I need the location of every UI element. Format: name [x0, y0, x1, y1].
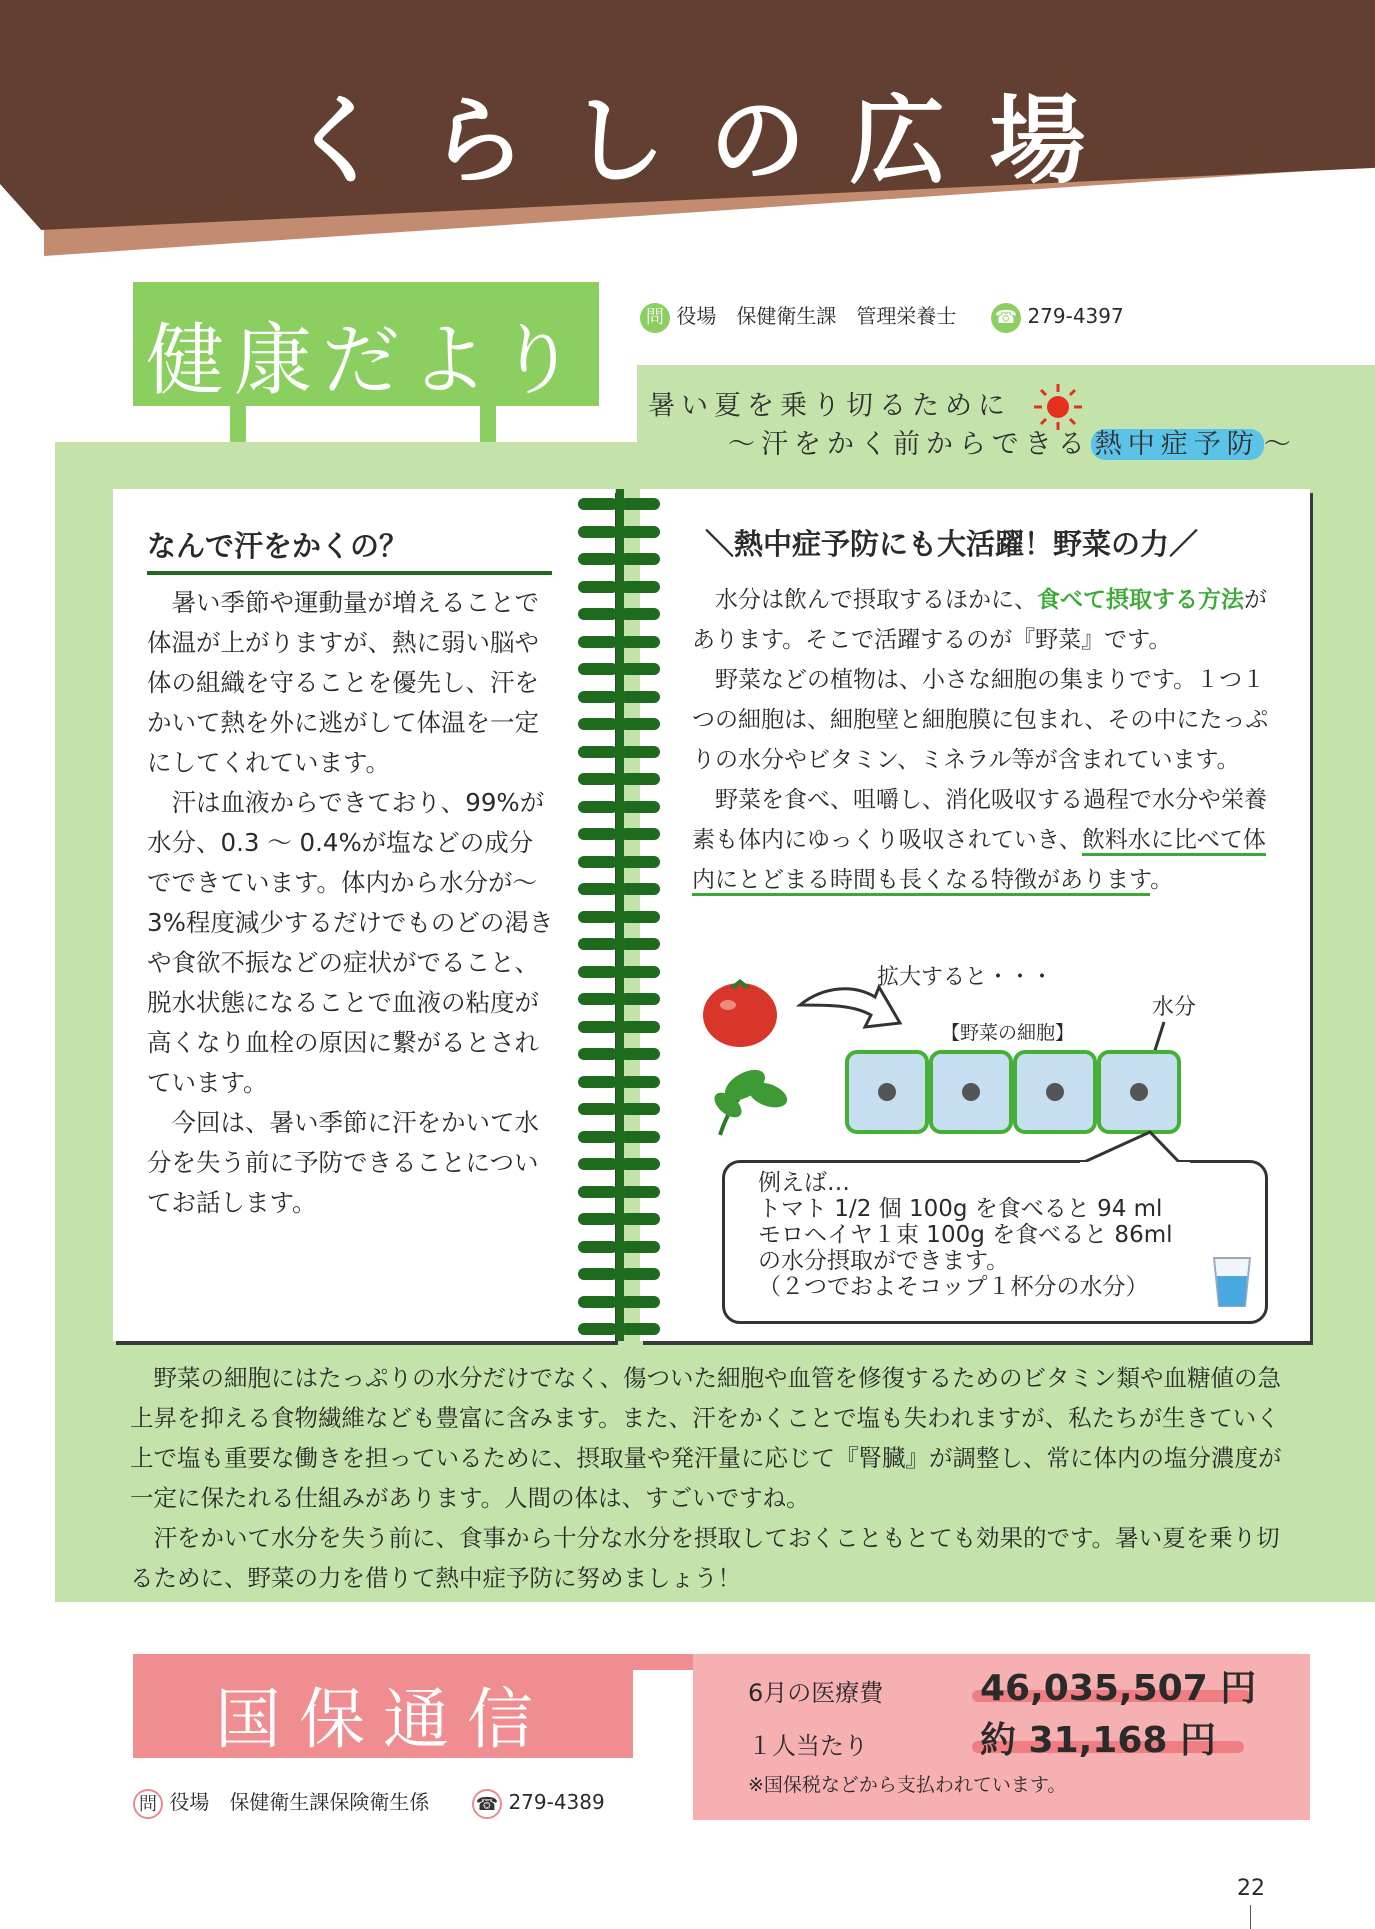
notebook-ring — [578, 1021, 660, 1033]
right-p1-emphasis: 食べて摂取する方法 — [1037, 587, 1244, 613]
notebook-ring — [578, 993, 660, 1005]
right-p3-underlined: 飲料水に比べて体内にとどまる時間も長くなる特徴があります — [692, 827, 1266, 896]
notebook-ring — [578, 1213, 660, 1225]
cell-1 — [845, 1050, 929, 1134]
cell-2 — [929, 1050, 1013, 1134]
bubble-line-3: モロヘイヤ１束 100g を食べると 86ml — [758, 1222, 1173, 1248]
right-paragraph-1 — [692, 580, 1272, 660]
right-p3-text2: 。 — [1150, 867, 1174, 893]
right-body — [692, 580, 1272, 900]
bubble-tail — [1080, 1130, 1190, 1164]
health-sign — [133, 282, 599, 406]
ask-icon: 問 — [640, 303, 670, 333]
right-paragraph-2: 野菜などの植物は、小さな細胞の集まりです。１つ１つの細胞は、細胞壁と細胞膜に包まれ、その中にたっぷりの水分やビタミン、ミネラル等が含まれています。 — [692, 667, 1269, 773]
health-contact — [640, 300, 1124, 333]
health-title: 健康だより — [145, 316, 586, 406]
right-p1-text2: があります。そこで活躍するのが『野菜』です。 — [692, 587, 1267, 653]
page-number: 22 — [1237, 1876, 1265, 1901]
leaf-icon — [710, 1064, 791, 1135]
cell-label: 【野菜の細胞】 — [941, 1022, 1075, 1044]
notebook-ring — [578, 1268, 660, 1280]
notebook-ring — [578, 801, 660, 813]
tomato-icon — [703, 979, 777, 1047]
notebook-ring — [578, 1076, 660, 1088]
subtitle-text3: ～ — [1263, 429, 1297, 460]
kokuho-contact — [133, 1786, 605, 1819]
notebook-ring — [578, 691, 660, 703]
notebook-ring — [578, 1186, 660, 1198]
bottom-paragraph-2: 汗をかいて水分を失う前に、食事から十分な水分を摂取しておくこともとても効果的です。暑い夏を乗り切るために、野菜の力を借りて熱中症予防に努めましょう！ — [130, 1524, 1280, 1592]
per-person-label: １人当たり — [748, 1732, 868, 1760]
medical-cost-value: 46,035,507 円 — [980, 1668, 1257, 1709]
right-paragraph-3 — [692, 780, 1272, 900]
cell-3 — [1013, 1050, 1097, 1134]
bottom-paragraph-1: 野菜の細胞にはたっぷりの水分だけでなく、傷ついた細胞や血管を修復するためのビタミン類や血糖値の急上昇を抑える食物繊維なども豊富に含みます。また、汗をかくことで塩も失われますが、私たちが生きていく上で塩も重要な働きを担っているために、摂取量や発汗量に応じて『腎臓』が調整し、常に体内の塩分濃度が一定に保たれる仕組みがあります。人間の体は、すごいですね。 — [130, 1364, 1282, 1512]
notebook-ring — [578, 773, 660, 785]
subtitle-highlight: 熱中症予防 — [1091, 429, 1264, 460]
water-label: 水分 — [1152, 995, 1197, 1020]
notebook-ring — [578, 938, 660, 950]
subtitle-line2 — [728, 422, 1297, 461]
phone-icon: ☎ — [991, 303, 1021, 333]
subtitle-text1: 暑い夏を乗り切るために — [648, 390, 1011, 422]
notebook-ring — [578, 1241, 660, 1253]
notebook-ring — [578, 581, 660, 593]
notebook-ring — [578, 526, 660, 538]
bubble-line-5: （２つでおよそコップ１杯分の水分） — [758, 1274, 1149, 1300]
contact-dept: 役場 保健衛生課 管理栄養士 — [676, 304, 957, 328]
notebook-ring — [578, 718, 660, 730]
notebook-ring — [578, 663, 660, 675]
phone-icon: ☎ — [472, 1789, 502, 1819]
notebook-ring — [578, 883, 660, 895]
bubble-line-2: トマト 1/2 個 100g を食べると 94 ml — [758, 1196, 1163, 1222]
banner-title: くらしの広場 — [289, 85, 1130, 197]
left-paragraph-3: 今回は、暑い季節に汗をかいて水分を失う前に予防できることについてお話します。 — [147, 1108, 539, 1217]
notebook-ring — [578, 553, 660, 565]
kokuho-note: ※国保税などから支払われています。 — [748, 1774, 1067, 1796]
notebook-ring — [578, 1103, 660, 1115]
bottom-body — [130, 1358, 1290, 1598]
notebook-ring — [578, 636, 660, 648]
page-number-rule — [1250, 1905, 1251, 1929]
glass-of-water-icon — [1210, 1254, 1254, 1310]
notebook-ring — [578, 856, 660, 868]
kokuho-sign-notch — [633, 1654, 693, 1670]
notebook-ring — [578, 1131, 660, 1143]
kokuho-sign — [133, 1654, 633, 1758]
per-person-value: 約 31,168 円 — [980, 1720, 1216, 1761]
notebook-ring — [578, 1323, 660, 1335]
notebook-ring — [578, 746, 660, 758]
notebook-ring — [578, 1158, 660, 1170]
left-body — [147, 583, 557, 1223]
bubble-line-1: 例えば… — [758, 1170, 850, 1196]
ask-icon: 問 — [133, 1789, 163, 1819]
bubble-line-4: の水分摂取ができます。 — [758, 1248, 1010, 1274]
left-paragraph-1: 暑い季節や運動量が増えることで体温が上がりますが、熱に弱い脳や体の組織を守ることを優先し、汗をかいて熱を外に逃がして体温を一定にしてくれています。 — [147, 588, 539, 777]
bubble-text — [758, 1170, 1173, 1300]
medical-cost-label: 6月の医療費 — [748, 1679, 884, 1707]
left-heading: なんで汗をかくの？ — [147, 524, 552, 575]
kokuho-title: 国保通信 — [215, 1681, 551, 1758]
subtitle-text2: ～汗をかく前からできる — [728, 429, 1091, 460]
contact-dept: 役場 保健衛生課保険衛生係 — [169, 1790, 430, 1814]
contact-phone: 279-4397 — [1027, 304, 1124, 328]
notebook-ring — [578, 1296, 660, 1308]
notebook-ring — [578, 1048, 660, 1060]
right-heading: ＼熱中症予防にも大活躍！野菜の力／ — [705, 527, 1199, 561]
right-p3-text: 野菜を食べ、咀嚼し、消化吸収する過程で水分や栄養素も体内にゆっくり吸収されていき、 — [692, 787, 1267, 853]
right-p1-text: 水分は飲んで摂取するほかに、 — [715, 587, 1037, 613]
zoom-label: 拡大すると・・・ — [877, 965, 1054, 990]
notebook-ring — [578, 828, 660, 840]
contact-phone: 279-4389 — [508, 1790, 605, 1814]
notebook-ring — [578, 966, 660, 978]
left-paragraph-2: 汗は血液からできており、99%が水分、0.3 ～ 0.4%が塩などの成分でできています。体内から水分が～3%程度減少するだけでものどの渇きや食欲不振などの症状がでること、脱水状態になることで血液の粘度が高くなり血栓の原因に繋がるとされています。 — [147, 788, 554, 1097]
notebook-ring — [578, 498, 660, 510]
notebook-ring — [578, 608, 660, 620]
notebook-ring — [578, 911, 660, 923]
cell-4 — [1097, 1050, 1181, 1134]
